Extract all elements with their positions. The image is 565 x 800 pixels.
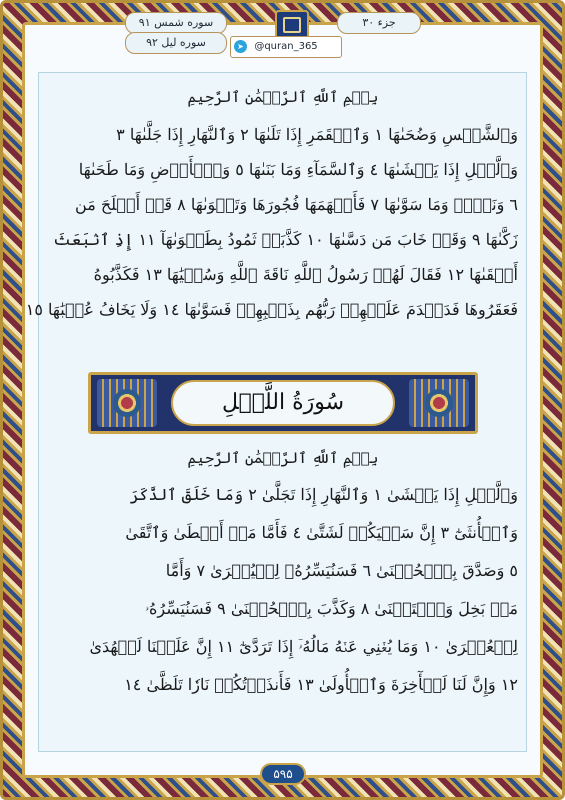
right-ornament-icon: [409, 379, 469, 427]
page-number: ۵۹۵: [260, 763, 306, 785]
verse-line: زَكَّىٰهَا ٩ وَقَدۡ خَابَ مَن دَسَّىٰهَا ١٠ كَذَّبَتۡ ثَمُودُ بِطَغۡوَىٰهَآ ١١ إِذِ ٱنۢبَعَثَ: [53, 230, 518, 249]
basmala-layl: بِسۡمِ ٱللَّهِ ٱلرَّحۡمَٰنِ ٱلرَّحِيمِ: [187, 449, 379, 467]
verse-line: وَٱلشَّمۡسِ وَضُحَىٰهَا ١ وَٱلۡقَمَرِ إِذَا تَلَىٰهَا ٢ وَٱلنَّهَارِ إِذَا جَلَّىٰهَا ٣: [116, 125, 518, 144]
left-ornament-icon: [97, 379, 157, 427]
page-header: [25, 16, 540, 70]
surah-next-label: سوره لیل ۹۲: [125, 32, 227, 54]
verse-line: ١٢ وَإِنَّ لَنَا لَلۡأٓخِرَةَ وَٱلۡأُولَىٰ ١٣ فَأَنذَرۡتُكُمۡ نَارٗا تَلَظَّىٰ ١٤: [124, 675, 518, 694]
surah-title: سُورَةُ اللَّيۡلِ: [171, 380, 395, 426]
verse-line: وَٱلۡأُنثَىٰٓ ٣ إِنَّ سَعۡيَكُمۡ لَشَتَّىٰ ٤ فَأَمَّا مَنۡ أَعۡطَىٰ وَٱتَّقَىٰ: [125, 523, 518, 542]
verse-line: أَشۡقَىٰهَا ١٢ فَقَالَ لَهُمۡ رَسُولُ ٱللَّهِ نَاقَةَ ٱللَّهِ وَسُقۡيَٰهَا ١٣ فَكَذَّبُوهُ: [93, 265, 518, 284]
surah-current-label: سوره شمس ۹۱: [125, 12, 227, 34]
verse-line: وَٱلَّيۡلِ إِذَا يَغۡشَىٰ ١ وَٱلنَّهَارِ إِذَا تَجَلَّىٰ ٢ وَمَا خَلَقَ ٱلذَّكَرَ: [129, 485, 518, 504]
verse-line: لِلۡعُسۡرَىٰ ١٠ وَمَا يُغۡنِي عَنۡهُ مَالُهُۥٓ إِذَا تَرَدَّىٰٓ ١١ إِنَّ عَلَيۡنَا لَلۡهُدَىٰ: [89, 637, 518, 656]
basmala-shams: بِسۡمِ ٱللَّهِ ٱلرَّحۡمَٰنِ ٱلرَّحِيمِ: [187, 88, 379, 106]
verse-line: مَنۢ بَخِلَ وَٱسۡتَغۡنَىٰ ٨ وَكَذَّبَ بِٱلۡحُسۡنَىٰ ٩ فَسَنُيَسِّرُهُۥ: [144, 599, 518, 618]
surah-title-band: [88, 372, 478, 434]
verse-line: ٦ وَنَفۡسٖ وَمَا سَوَّىٰهَا ٧ فَأَلۡهَمَهَا فُجُورَهَا وَتَقۡوَىٰهَا ٨ قَدۡ أَفۡلَحَ مَن: [75, 195, 518, 214]
channel-handle-text: @quran_365: [254, 41, 318, 52]
telegram-icon: ➤: [234, 40, 247, 53]
juz-label: جزء ۳۰: [337, 12, 421, 34]
verse-line: فَعَقَرُوهَا فَدَمۡدَمَ عَلَيۡهِمۡ رَبُّهُم بِذَنۢبِهِمۡ فَسَوَّىٰهَا ١٤ وَلَا يَخَافُ عُقۡبَٰهَا ١٥: [25, 300, 518, 319]
verse-line: وَٱلَّيۡلِ إِذَا يَغۡشَىٰهَا ٤ وَٱلسَّمَآءِ وَمَا بَنَىٰهَا ٥ وَٱلۡأَرۡضِ وَمَا طَحَىٰهَا: [78, 160, 518, 179]
verse-line: ٥ وَصَدَّقَ بِٱلۡحُسۡنَىٰ ٦ فَسَنُيَسِّرُهُۥ لِلۡيُسۡرَىٰ ٧ وَأَمَّا: [165, 561, 518, 580]
